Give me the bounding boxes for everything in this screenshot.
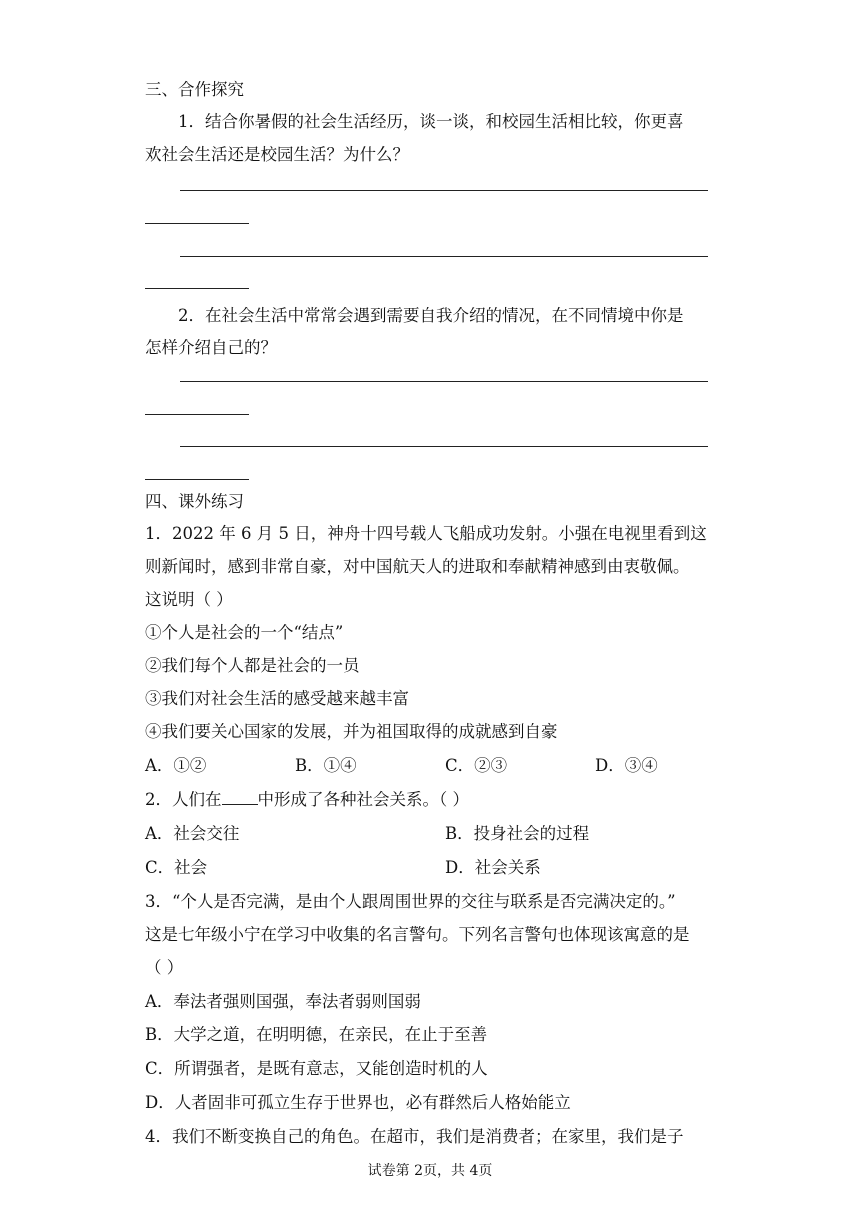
page-footer: 试卷第 2页，共 4页	[367, 1163, 493, 1179]
q3-line2: 这是七年级小宁在学习中收集的名言警句。下列名言警句也体现该寓意的是	[145, 925, 690, 944]
q3-line1: 3．“个人是否完满，是由个人跟周围世界的交往与联系是否完满决定的。”	[145, 892, 676, 911]
q1-option-a: A．①②	[145, 756, 207, 775]
answer-line	[145, 414, 249, 415]
section3-q1-line1: 1．结合你暑假的社会生活经历，谈一谈，和校园生活相比较，你更喜	[178, 112, 684, 131]
section3-q2-line1: 2．在社会生活中常常会遇到需要自我介绍的情况，在不同情境中你是	[178, 306, 684, 325]
q2-option-b: B．投身社会的过程	[445, 824, 590, 843]
fill-blank	[222, 790, 258, 805]
q3-option-b: B．大学之道，在明明德，在亲民，在止于至善	[145, 1025, 488, 1044]
answer-line	[145, 479, 249, 480]
q2-stem	[145, 786, 469, 810]
q1-statement-3: ③我们对社会生活的感受越来越丰富	[145, 689, 409, 708]
q1-option-c: C．②③	[445, 756, 508, 775]
q3-option-d: D．人者固非可孤立生存于世界也，必有群然后人格始能立	[145, 1093, 571, 1112]
q2-option-d: D．社会关系	[445, 858, 541, 877]
answer-line	[180, 256, 708, 257]
q3-option-c: C．所谓强者，是既有意志，又能创造时机的人	[145, 1059, 488, 1078]
section3-heading: 三、合作探究	[145, 80, 244, 99]
q4-line1: 4．我们不断变换自己的角色。在超市，我们是消费者；在家里，我们是子	[145, 1127, 684, 1146]
q1-line2: 则新闻时，感到非常自豪，对中国航天人的进取和奉献精神感到由衷敬佩。	[145, 557, 690, 576]
q1-line1: 1．2022 年 6 月 5 日，神舟十四号载人飞船成功发射。小强在电视里看到这	[145, 524, 707, 543]
answer-line	[180, 446, 708, 447]
q3-option-a: A．奉法者强则国强，奉法者弱则国弱	[145, 992, 421, 1011]
q1-statement-4: ④我们要关心国家的发展，并为祖国取得的成就感到自豪	[145, 722, 558, 741]
answer-line	[180, 381, 708, 382]
q2-option-c: C．社会	[145, 858, 208, 877]
q2-option-a: A．社会交往	[145, 824, 240, 843]
section4-heading: 四、课外练习	[145, 492, 244, 511]
q1-statement-1: ①个人是社会的一个“结点”	[145, 623, 344, 642]
answer-line	[145, 223, 249, 224]
answer-line	[180, 190, 708, 191]
q1-option-d: D．③④	[595, 756, 658, 775]
q2-prefix: 2．人们在	[145, 790, 222, 809]
q1-option-b: B．①④	[295, 756, 357, 775]
q3-line3: （ ）	[145, 958, 184, 977]
section3-q2-line2: 怎样介绍自己的？	[145, 338, 277, 357]
q2-suffix: 中形成了各种社会关系。（ ）	[257, 790, 469, 809]
answer-line	[145, 288, 249, 289]
q1-statement-2: ②我们每个人都是社会的一员	[145, 656, 360, 675]
section3-q1-line2: 欢社会生活还是校园生活？为什么？	[145, 145, 409, 164]
q1-line3: 这说明（ ）	[145, 590, 233, 609]
